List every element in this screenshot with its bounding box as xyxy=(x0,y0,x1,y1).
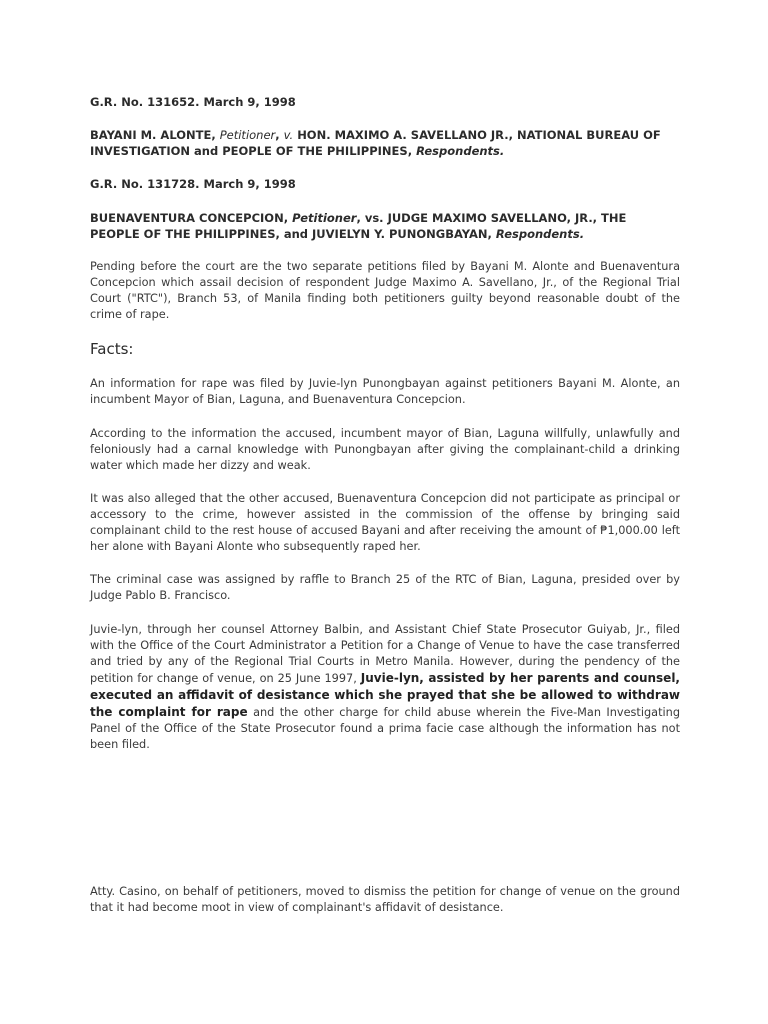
intro-paragraph: Pending before the court are the two separate petitions filed by Bayani M. Alonte and Buenaventura Concepcion which assail decision of respondent Judge Maximo A. Savellano, Jr., of the Regional Trial Court ("RTC"), Branch 53, of Manila finding both petitioners guilty beyond reasonable doubt of the crime of rape. xyxy=(90,260,680,321)
case-caption-2: BUENAVENTURA CONCEPCION, Petitioner, vs. JUDGE MAXIMO SAVELLANO, JR., THE PEOPLE OF THE PHILIPPINES, and JUVIELYN Y. PUNONGBAYAN, Respondents. xyxy=(90,211,627,241)
versus-2: vs. xyxy=(364,211,384,225)
case-number-2: G.R. No. 131728. March 9, 1998 xyxy=(90,177,296,191)
facts-paragraph-4: The criminal case was assigned by raffle to Branch 25 of the RTC of Bian, Laguna, presided over by Judge Pablo B. Francisco. xyxy=(90,573,680,602)
respondents-2: JUDGE MAXIMO SAVELLANO, JR., THE PEOPLE OF THE PHILIPPINES, and JUVIELYN Y. PUNONGBAYAN xyxy=(90,211,627,241)
versus-1: v. xyxy=(283,128,294,142)
respondents-1: HON. MAXIMO A. SAVELLANO JR., NATIONAL BUREAU OF INVESTIGATION and PEOPLE OF THE PHILIPPINES, xyxy=(90,128,661,158)
petitioner-name-2: BUENAVENTURA CONCEPCION xyxy=(90,211,284,225)
petitioner-role-2: Petitioner xyxy=(292,211,357,225)
petitioner-role-1: Petitioner xyxy=(219,128,276,142)
respondents-role-2: Respondents. xyxy=(495,227,585,241)
case-caption-1: BAYANI M. ALONTE, Petitioner, v. HON. MAXIMO A. SAVELLANO JR., NATIONAL BUREAU OF INVESTIGATION and PEOPLE OF THE PHILIPPINES, Respondents. xyxy=(90,128,661,158)
petitioner-name-1: BAYANI M. ALONTE xyxy=(90,128,212,142)
final-paragraph: Atty. Casino, on behalf of petitioners, moved to dismiss the petition for change of venue on the ground that it had become moot in view of complainant's affidavit of desistance. xyxy=(90,885,680,914)
case-number-1: G.R. No. 131652. March 9, 1998 xyxy=(90,95,296,109)
petition-paragraph xyxy=(90,622,680,753)
respondents-role-1: Respondents. xyxy=(416,144,505,158)
facts-paragraph-2: According to the information the accused, incumbent mayor of Bian, Laguna willfully, unlawfully and feloniously had a carnal knowledge with Punongbayan after giving the complainant-child a drinking water which made her dizzy and weak. xyxy=(90,427,680,472)
petition-text-after: and the other charge for child abuse wherein the Five-Man Investigating Panel of the Office of the State Prosecutor found a prima facie case although the information has not been filed. xyxy=(90,706,680,751)
petition-text-before: Juvie-lyn, through her counsel Attorney Balbin, and Assistant Chief State Prosecutor Guiyab, Jr., filed with the Office of the Court Administrator a Petition for a Change of Venue to have the case transferred and tried by any of the Regional Trial Courts in Metro Manila. However, during the pendency of the petition for change of venue, on 25 June 1997, xyxy=(90,623,680,685)
facts-paragraph-1: An information for rape was filed by Juvie-lyn Punongbayan against petitioners Bayani M. Alonte, an incumbent Mayor of Bian, Laguna, and Buenaventura Concepcion. xyxy=(90,377,680,406)
facts-heading: Facts: xyxy=(90,340,134,358)
petition-text-emphasis: Juvie-lyn, assisted by her parents and counsel, executed an affidavit of desistance which she prayed that she be allowed to withdraw the complaint for rape xyxy=(90,671,680,719)
facts-paragraph-3: It was also alleged that the other accused, Buenaventura Concepcion did not participate as principal or accessory to the crime, however assisted in the commission of the offense by bringing said complainant child to the rest house of accused Bayani and after receiving the amount of ₱1,000.00 left her alone with Bayani Alonte who subsequently raped her. xyxy=(90,492,680,553)
